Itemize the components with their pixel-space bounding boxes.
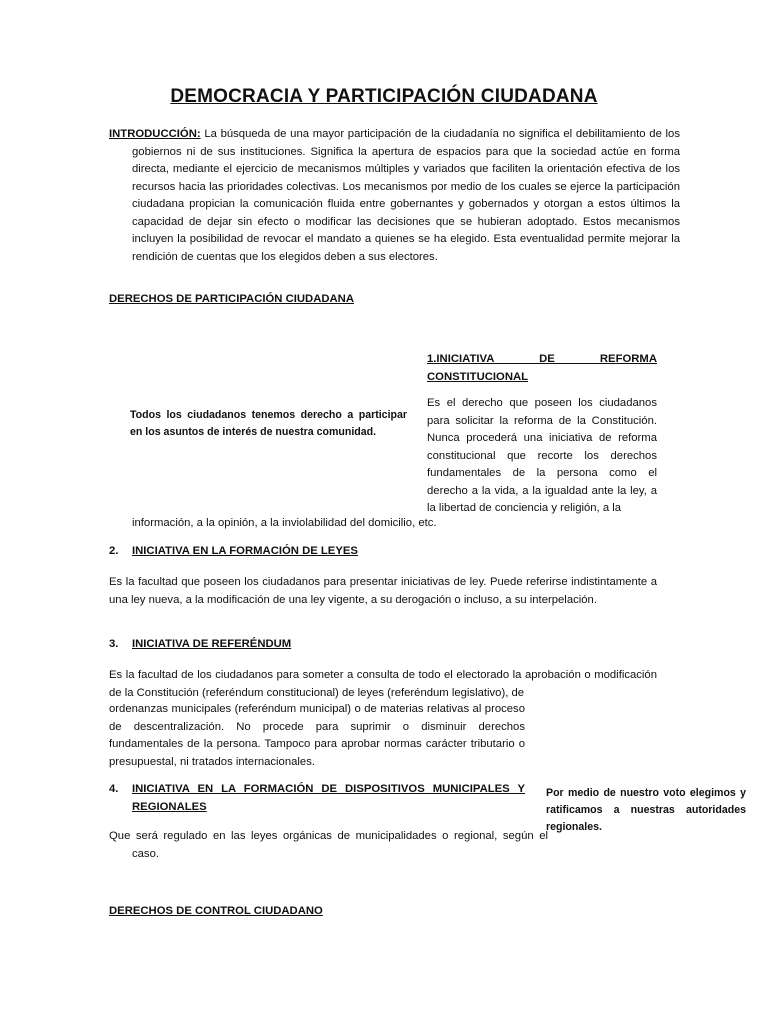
item2-heading xyxy=(109,545,358,557)
item2-text: Es la facultad que poseen los ciudadanos para presentar iniciativas de ley. Puede referirse indistintamente a una ley nueva, a la modificación de una ley vigente, a su derogación o incluso, a su interpelación. xyxy=(109,576,657,606)
section-heading-participacion: DERECHOS DE PARTICIPACIÓN CIUDADANA xyxy=(109,293,354,305)
item3-heading xyxy=(109,638,291,650)
item3-text-full: Es la facultad de los ciudadanos para someter a consulta de todo el electorado la aprobación o modificación de la Constitución (referéndum constitucional) de leyes (referéndum legislativo), de xyxy=(109,669,657,699)
intro-paragraph xyxy=(109,126,680,266)
page-title: DEMOCRACIA Y PARTICIPACIÓN CIUDADANA xyxy=(170,86,598,107)
item4-text: Que será regulado en las leyes orgánicas de municipalidades o regional, según el caso. xyxy=(109,830,548,860)
item3-heading-text: INICIATIVA DE REFERÉNDUM xyxy=(132,638,292,650)
intro-label: INTRODUCCIÓN: xyxy=(109,128,201,140)
item3-number: 3. xyxy=(109,638,119,650)
item1-text-continued: información, a la opinión, a la inviolabilidad del domicilio, etc. xyxy=(132,517,437,529)
item1-heading-line2: CONSTITUCIONAL xyxy=(427,371,529,383)
item1-text: Es el derecho que poseen los ciudadanos para solicitar la reforma de la Constitución. Nunca procederá una iniciativa de reforma constitucional que recorte los derechos fundamentales de la persona como el derecho a la vida, a la igualdad ante la ley, a la libertad de conciencia y religión, a la xyxy=(427,397,657,514)
item4-number: 4. xyxy=(109,783,119,795)
item4-heading-line1 xyxy=(109,781,525,799)
item2-number: 2. xyxy=(109,545,119,557)
item4-heading-text: INICIATIVA EN LA FORMACIÓN DE DISPOSITIVOS MUNICIPALES Y xyxy=(132,783,525,795)
item4-heading xyxy=(109,781,525,816)
callout-left: Todos los ciudadanos tenemos derecho a participar en los asuntos de interés de nuestra comunidad. xyxy=(130,409,407,438)
callout-right: Por medio de nuestro voto elegimos y ratificamos a nuestras autoridades regionales. xyxy=(546,787,746,833)
item4-heading-line2: REGIONALES xyxy=(132,800,207,813)
item3-text-narrow: ordenanzas municipales (referéndum municipal) o de materias relativas al proceso de descentralización. No procede para suprimir o disminuir derechos fundamentales de la persona. Tampoco para aprobar normas carácter tributario o presupuestal, ni tratados internacionales. xyxy=(109,703,525,768)
item1-heading xyxy=(427,350,657,386)
intro-text: La búsqueda de una mayor participación de la ciudadanía no significa el debilitamiento de los gobiernos ni de sus instituciones. Significa la apertura de espacios para que la sociedad actúe en forma directa, mediante el ejercicio de mecanismos múltiples y variados que faciliten la orientación efectiva de los recursos hacia las prioridades colectivas. Los mecanismos por medio de los cuales se ejerce la participación ciudadana propician la comunicación fluida entre gobernantes y gobernados y otorgan a estos últimos la capacidad de dejar sin efecto o modificar las decisiones que se hubieran adoptado. Estos mecanismos incluyen la posibilidad de revocar el mandato a quienes se ha elegido. Esta eventualidad permite mejorar la rendición de cuentas que los elegidos deben a sus electores. xyxy=(132,128,680,263)
section-heading-control: DERECHOS DE CONTROL CIUDADANO xyxy=(109,905,323,917)
item1-heading-line1: 1.INICIATIVA DE REFORMA xyxy=(427,353,657,365)
item2-heading-text: INICIATIVA EN LA FORMACIÓN DE LEYES xyxy=(132,545,358,557)
